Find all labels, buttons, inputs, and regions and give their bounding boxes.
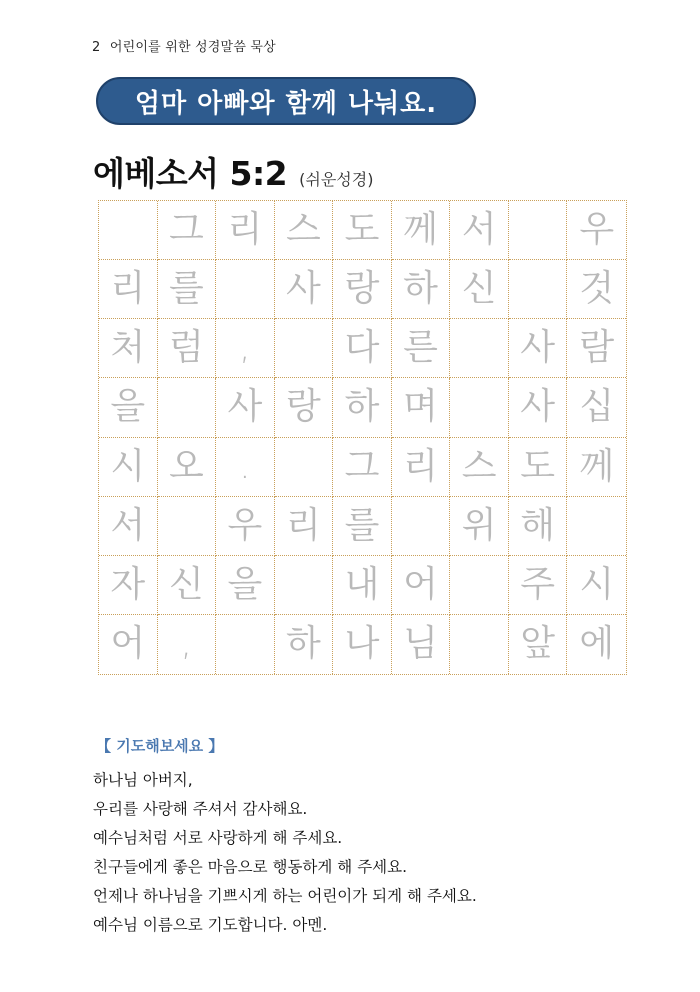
grid-cell	[216, 260, 275, 319]
prayer-text	[93, 766, 653, 940]
grid-cell: 리	[216, 201, 275, 260]
grid-cell: 서	[99, 497, 158, 556]
grid-cell	[275, 438, 334, 497]
grid-cell: 께	[567, 438, 626, 497]
page-header	[92, 36, 276, 55]
grid-cell: 신	[450, 260, 509, 319]
grid-cell: .	[216, 438, 275, 497]
grid-cell: 을	[216, 556, 275, 615]
grid-cell: 며	[392, 378, 451, 437]
grid-cell: 위	[450, 497, 509, 556]
section-banner	[96, 77, 476, 125]
grid-cell: 에	[579, 623, 615, 665]
grid-cell: 럼	[158, 319, 217, 378]
grid-cell: 시	[567, 556, 626, 615]
grid-cell: 시	[99, 438, 158, 497]
grid-cell	[450, 378, 509, 437]
grid-cell: 하	[275, 615, 334, 674]
grid-cell	[275, 556, 334, 615]
grid-cell: 서	[450, 201, 509, 260]
bible-version: (쉬운성경)	[299, 170, 374, 189]
grid-cell: 스	[275, 201, 334, 260]
grid-cell	[392, 497, 451, 556]
grid-cell: 주	[509, 556, 568, 615]
grid-cell: 그	[158, 201, 217, 260]
grid-cell: 사	[216, 378, 275, 437]
grid-cell	[99, 201, 158, 260]
grid-cell: 앞	[509, 615, 568, 674]
grid-cell: 리	[99, 260, 158, 319]
prayer-line: 예수님처럼 서로 사랑하게 해 주세요.	[93, 829, 343, 847]
grid-cell: 른	[392, 319, 451, 378]
grid-cell: 하	[392, 260, 451, 319]
grid-cell: 리	[275, 497, 334, 556]
grid-cell: 그	[333, 438, 392, 497]
grid-cell: 다	[333, 319, 392, 378]
grid-cell: 께	[392, 201, 451, 260]
verse-reference-text: 에베소서 5:2	[93, 154, 288, 193]
grid-cell: ,	[158, 615, 217, 674]
grid-cell: 사	[509, 378, 568, 437]
grid-cell: 도	[509, 438, 568, 497]
grid-cell: 사	[509, 319, 568, 378]
page-header-title: 어린이를 위한 성경말씀 묵상	[109, 40, 276, 55]
grid-cell	[509, 260, 568, 319]
grid-cell	[158, 378, 217, 437]
grid-cell	[450, 615, 509, 674]
grid-cell: 처	[99, 319, 158, 378]
verse-reference	[93, 148, 373, 195]
grid-cell: 해	[509, 497, 568, 556]
prayer-line: 우리를 사랑해 주셔서 감사해요.	[93, 800, 308, 818]
prayer-heading: 【 기도해보세요 】	[96, 737, 224, 755]
grid-cell: 신	[158, 556, 217, 615]
grid-cell: 내	[333, 556, 392, 615]
grid-cell: 나	[333, 615, 392, 674]
grid-cell	[450, 556, 509, 615]
prayer-line: 하나님 아버지,	[93, 771, 193, 789]
grid-cell	[158, 497, 217, 556]
grid-cell: 어	[392, 556, 451, 615]
grid-cell: 하	[333, 378, 392, 437]
page-number: 2	[92, 40, 101, 55]
prayer-line: 친구들에게 좋은 마음으로 행동하게 해 주세요.	[93, 858, 408, 876]
grid-cell: 리	[392, 438, 451, 497]
grid-cell	[450, 319, 509, 378]
grid-cell: 우	[567, 201, 626, 260]
grid-cell: 자	[99, 556, 158, 615]
grid-cell: 십	[567, 378, 626, 437]
grid-cell: 랑	[275, 378, 334, 437]
banner-text: 엄마 아빠와 함께 나눠요.	[134, 88, 438, 119]
grid-cell: ,	[216, 319, 275, 378]
grid-cell: 것	[567, 260, 626, 319]
prayer-line: 예수님 이름으로 기도합니다. 아멘.	[93, 916, 328, 934]
tracing-grid	[98, 200, 627, 675]
grid-cell	[509, 201, 568, 260]
grid-cell: 오	[158, 438, 217, 497]
grid-cell	[216, 615, 275, 674]
grid-cell: 님	[392, 615, 451, 674]
grid-cell: 사	[275, 260, 334, 319]
grid-cell: 우	[216, 497, 275, 556]
grid-cell: 랑	[333, 260, 392, 319]
grid-cell	[275, 319, 334, 378]
grid-cell: 도	[333, 201, 392, 260]
grid-cell: 어	[99, 615, 158, 674]
grid-cell: 를	[333, 497, 392, 556]
prayer-line: 언제나 하나님을 기쁘시게 하는 어린이가 되게 해 주세요.	[93, 887, 477, 905]
grid-cell	[567, 497, 626, 556]
grid-cell: 스	[450, 438, 509, 497]
grid-cell: 람	[567, 319, 626, 378]
grid-cell: 를	[158, 260, 217, 319]
grid-cell: 을	[99, 378, 158, 437]
